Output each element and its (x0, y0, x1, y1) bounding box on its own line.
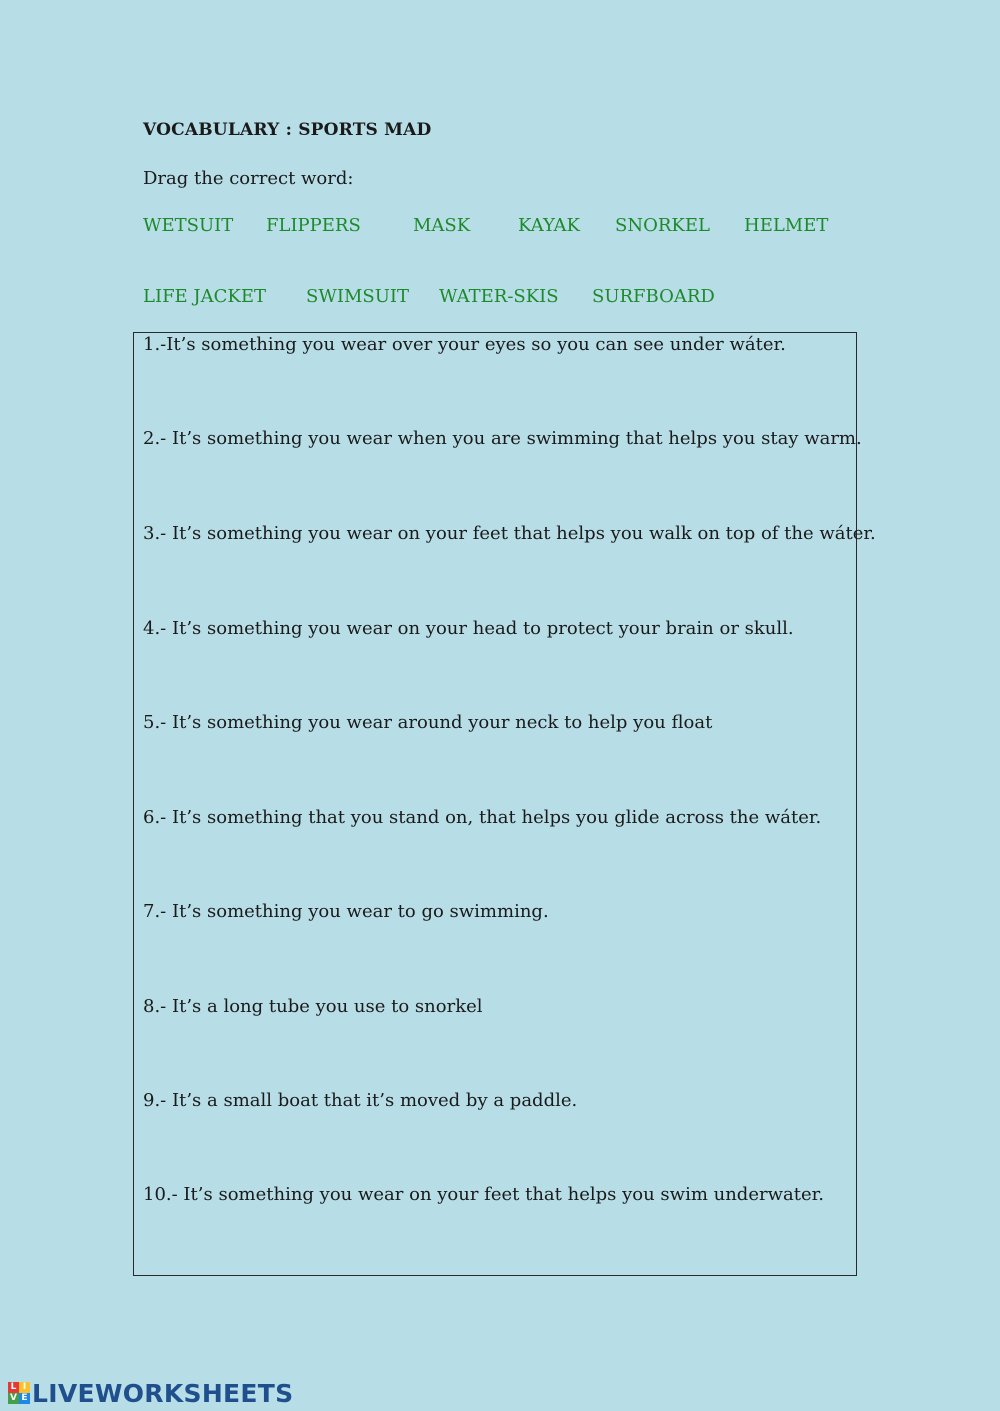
question-3: 3.- It’s something you wear on your feet that helps you walk on top of the wáter. (143, 523, 876, 544)
questions-box (133, 332, 857, 1276)
word-life-jacket[interactable]: LIFE JACKET (143, 286, 266, 307)
question-2: 2.- It’s something you wear when you are swimming that helps you stay warm. (143, 428, 862, 449)
word-wetsuit[interactable]: WETSUIT (143, 215, 234, 236)
word-helmet[interactable]: HELMET (744, 215, 829, 236)
liveworksheets-logo[interactable] (8, 1378, 293, 1408)
question-9: 9.- It’s a small boat that it’s moved by a paddle. (143, 1090, 578, 1111)
logo-mark-icon: L I V E (8, 1382, 30, 1404)
question-8: 8.- It’s a long tube you use to snorkel (143, 996, 483, 1017)
word-water-skis[interactable]: WATER-SKIS (439, 286, 559, 307)
question-10: 10.- It’s something you wear on your feet that helps you swim underwater. (143, 1184, 824, 1205)
word-kayak[interactable]: KAYAK (518, 215, 580, 236)
question-1: 1.-It’s something you wear over your eyes so you can see under wáter. (143, 334, 786, 355)
question-7: 7.- It’s something you wear to go swimming. (143, 901, 549, 922)
word-flippers[interactable]: FLIPPERS (266, 215, 361, 236)
logo-text: LIVEWORKSHEETS (32, 1378, 294, 1408)
word-surfboard[interactable]: SURFBOARD (592, 286, 715, 307)
instruction-text: Drag the correct word: (143, 168, 354, 189)
page-title: VOCABULARY : SPORTS MAD (143, 120, 432, 140)
word-mask[interactable]: MASK (413, 215, 471, 236)
question-4: 4.- It’s something you wear on your head to protect your brain or skull. (143, 618, 794, 639)
word-swimsuit[interactable]: SWIMSUIT (306, 286, 409, 307)
question-5: 5.- It’s something you wear around your neck to help you float (143, 712, 713, 733)
question-6: 6.- It’s something that you stand on, that helps you glide across the wáter. (143, 807, 822, 828)
word-snorkel[interactable]: SNORKEL (615, 215, 710, 236)
